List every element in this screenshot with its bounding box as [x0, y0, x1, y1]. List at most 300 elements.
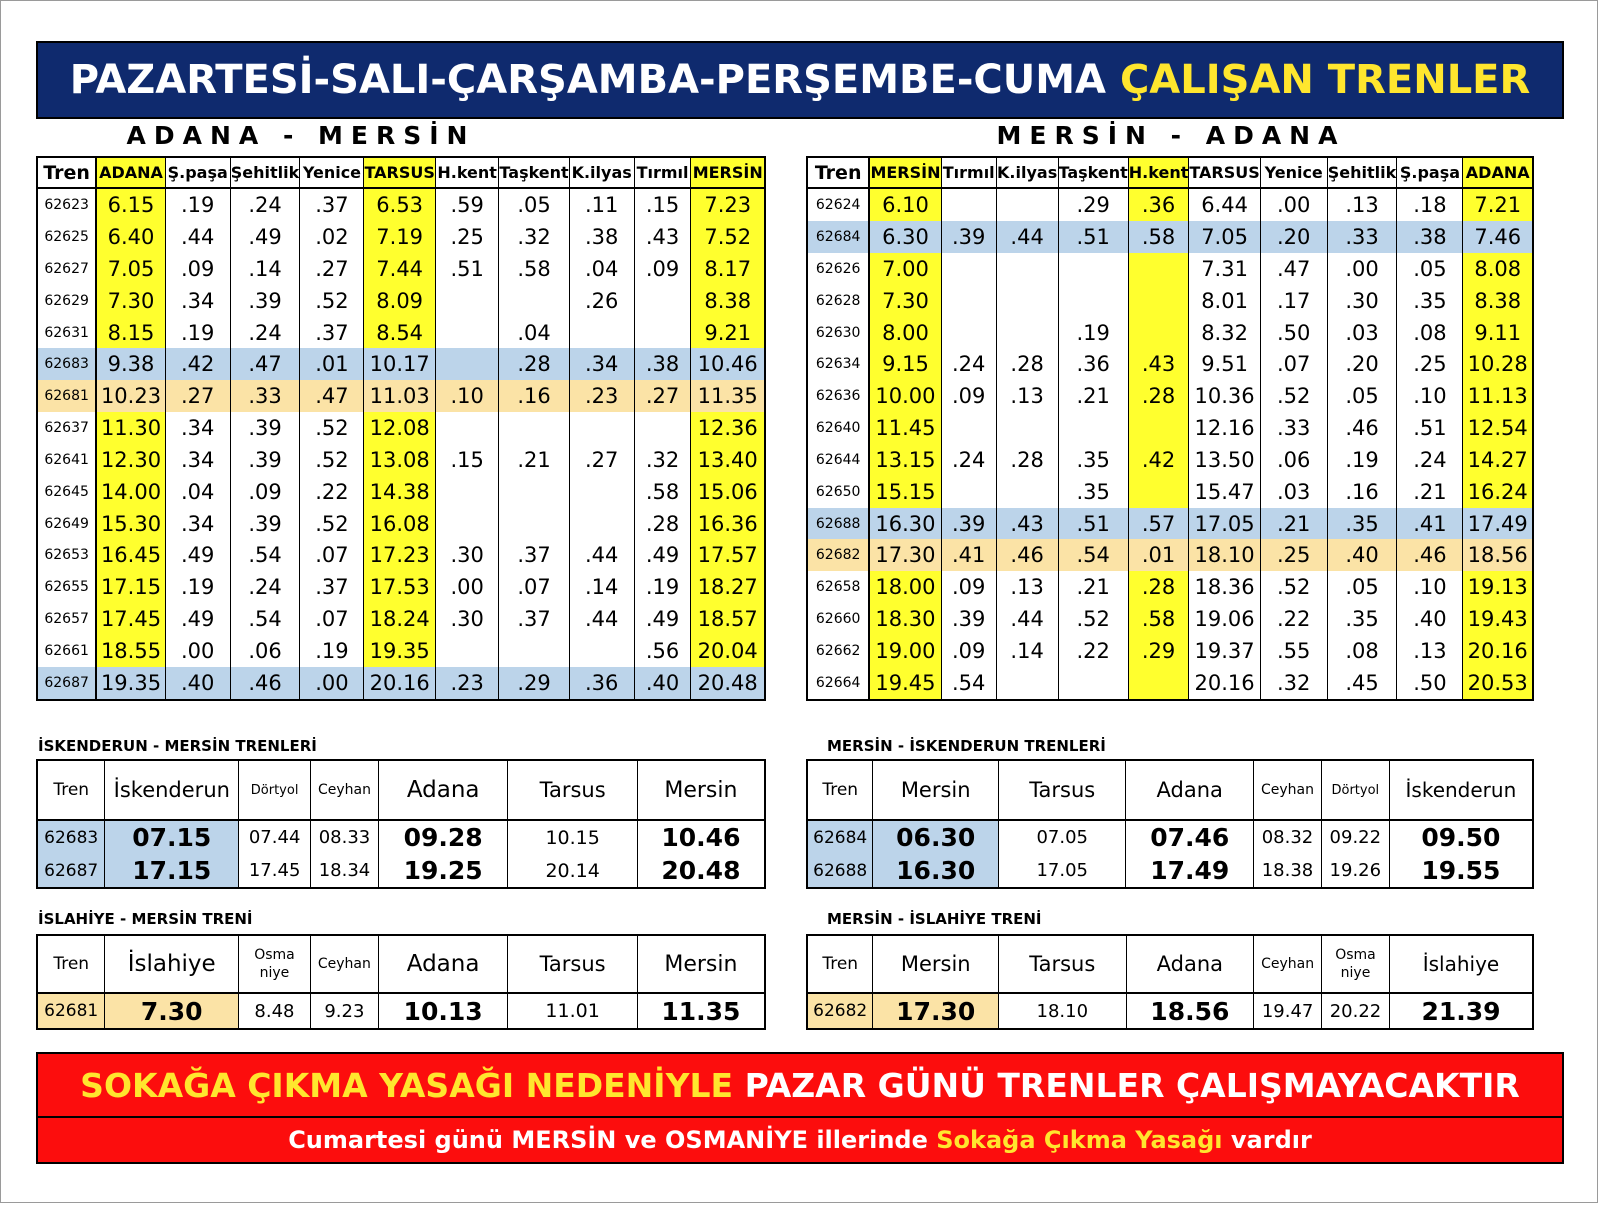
ma-time-cell: .44	[996, 603, 1058, 635]
ma-time-cell: .21	[1397, 476, 1463, 508]
am-time-cell: 10.46	[691, 348, 765, 380]
title-banner	[36, 41, 1564, 119]
am-time-cell: .44	[569, 603, 634, 635]
am-time-cell: 17.53	[364, 571, 435, 603]
mis-time-cell: 17.05	[999, 854, 1126, 888]
mis-header-cell: İskenderun	[1389, 760, 1533, 820]
ma-header-cell: Taşkent	[1058, 157, 1128, 188]
am-row	[37, 380, 765, 412]
am-time-cell: 17.45	[96, 603, 165, 635]
ma-time-cell: 16.30	[869, 508, 941, 540]
ma-time-cell: .43	[996, 508, 1058, 540]
mis-header-cell: Mersin	[873, 760, 999, 820]
ma-header-cell: ADANA	[1463, 157, 1533, 188]
ma-time-cell: .41	[941, 539, 996, 571]
msl-time-cell: 19.47	[1254, 993, 1322, 1029]
ma-train-number: 62658	[807, 571, 869, 603]
am-time-cell: .23	[435, 667, 499, 700]
ma-time-cell: .41	[1397, 508, 1463, 540]
am-time-cell: .34	[165, 412, 230, 444]
am-time-cell: .34	[165, 444, 230, 476]
am-header-cell: Tırmıl	[634, 157, 691, 188]
am-header-cell: Şehitlik	[230, 157, 300, 188]
am-time-cell	[499, 508, 569, 540]
slm-time-cell: 11.01	[508, 993, 637, 1029]
ma-time-cell: 7.00	[869, 253, 941, 285]
ma-time-cell: 11.13	[1463, 380, 1533, 412]
am-time-cell: .07	[300, 603, 364, 635]
am-time-cell: 8.15	[96, 317, 165, 349]
ma-time-cell: .03	[1260, 476, 1327, 508]
am-header-cell: Tren	[37, 157, 96, 188]
am-train-number: 62637	[37, 412, 96, 444]
ma-time-cell: 18.36	[1189, 571, 1260, 603]
am-time-cell: .43	[634, 221, 691, 253]
adana-mersin-title: ADANA - MERSİN	[126, 121, 476, 150]
ma-time-cell	[996, 253, 1058, 285]
ma-time-cell: .51	[1397, 412, 1463, 444]
msl-header-cell: Ceyhan	[1254, 935, 1322, 993]
ism-time-cell: 18.34	[311, 854, 379, 888]
mis-header-row	[807, 760, 1533, 820]
am-time-cell	[499, 476, 569, 508]
ma-train-number: 62640	[807, 412, 869, 444]
am-time-cell	[569, 317, 634, 349]
am-train-number: 62645	[37, 476, 96, 508]
ma-time-cell: .22	[1058, 635, 1128, 667]
am-row	[37, 221, 765, 253]
slm-time-cell: 9.23	[310, 993, 378, 1029]
mis-time-cell: 07.05	[999, 820, 1126, 854]
ism-header-cell: Dörtyol	[239, 760, 311, 820]
am-header-cell: H.kent	[435, 157, 499, 188]
am-time-cell: 18.24	[364, 603, 435, 635]
am-time-cell: 12.08	[364, 412, 435, 444]
am-header-cell: Ş.paşa	[165, 157, 230, 188]
ma-time-cell: .39	[941, 603, 996, 635]
am-row	[37, 444, 765, 476]
ma-time-cell	[941, 285, 996, 317]
ma-time-cell: .36	[1128, 188, 1189, 221]
ma-time-cell: 8.38	[1463, 285, 1533, 317]
am-time-cell: 20.04	[691, 635, 765, 667]
ma-time-cell: .08	[1327, 635, 1397, 667]
ma-time-cell: .13	[996, 380, 1058, 412]
ma-time-cell: .00	[1327, 253, 1397, 285]
ma-time-cell: .20	[1260, 221, 1327, 253]
am-time-cell: .38	[634, 348, 691, 380]
ma-time-cell	[941, 188, 996, 221]
am-time-cell	[435, 476, 499, 508]
am-time-cell: 7.52	[691, 221, 765, 253]
ma-time-cell: 20.16	[1463, 635, 1533, 667]
msl-header-cell: Tren	[807, 935, 873, 993]
am-time-cell: .47	[230, 348, 300, 380]
ma-time-cell: .00	[1260, 188, 1327, 221]
am-time-cell: .34	[165, 508, 230, 540]
ma-time-cell	[996, 667, 1058, 700]
ma-time-cell: .13	[1327, 188, 1397, 221]
ma-time-cell: .03	[1327, 317, 1397, 349]
ma-time-cell: 18.00	[869, 571, 941, 603]
am-time-cell: .40	[634, 667, 691, 700]
notice-line2-b: Sokağa Çıkma Yasağı	[936, 1126, 1223, 1154]
ism-time-cell: 07.15	[105, 820, 239, 854]
ma-time-cell: 17.05	[1189, 508, 1260, 540]
am-train-number: 62681	[37, 380, 96, 412]
am-time-cell: .32	[634, 444, 691, 476]
am-time-cell	[435, 317, 499, 349]
ism-header-cell: İskenderun	[105, 760, 239, 820]
ma-time-cell: .24	[1397, 444, 1463, 476]
am-row	[37, 476, 765, 508]
am-time-cell: .39	[230, 412, 300, 444]
ma-time-cell: 18.30	[869, 603, 941, 635]
ma-time-cell: .30	[1327, 285, 1397, 317]
ma-row	[807, 317, 1533, 349]
ma-row	[807, 285, 1533, 317]
ma-time-cell: 19.37	[1189, 635, 1260, 667]
am-time-cell: .24	[230, 571, 300, 603]
am-time-cell: 10.23	[96, 380, 165, 412]
am-time-cell: .09	[165, 253, 230, 285]
am-time-cell: .34	[165, 285, 230, 317]
am-time-cell: .19	[634, 571, 691, 603]
mis-header-cell: Dörtyol	[1321, 760, 1389, 820]
ma-time-cell: 9.15	[869, 348, 941, 380]
ma-time-cell	[941, 412, 996, 444]
ma-time-cell: .09	[941, 571, 996, 603]
am-row	[37, 412, 765, 444]
ma-time-cell: .33	[1260, 412, 1327, 444]
ism-time-cell: 20.14	[508, 854, 637, 888]
ma-time-cell: .38	[1397, 221, 1463, 253]
ma-row	[807, 571, 1533, 603]
ma-train-number: 62688	[807, 508, 869, 540]
am-time-cell: .54	[230, 603, 300, 635]
am-time-cell: .23	[569, 380, 634, 412]
msl-header-cell: Mersin	[873, 935, 999, 993]
am-time-cell: .15	[634, 188, 691, 221]
am-time-cell: 17.15	[96, 571, 165, 603]
ma-header-cell: Tırmıl	[941, 157, 996, 188]
am-time-cell: 18.55	[96, 635, 165, 667]
msl-header-cell: Adana	[1126, 935, 1254, 993]
ma-header-cell: Ş.paşa	[1397, 157, 1463, 188]
am-time-cell: .02	[300, 221, 364, 253]
ma-time-cell	[996, 188, 1058, 221]
am-time-cell: .22	[300, 476, 364, 508]
ma-time-cell	[1128, 285, 1189, 317]
am-time-cell: .51	[435, 253, 499, 285]
banner-title: ÇALIŞAN TRENLER	[1119, 57, 1531, 103]
islahiye-mersin-table	[36, 934, 766, 1030]
mis-time-cell: 08.32	[1254, 820, 1322, 854]
ma-time-cell	[1058, 285, 1128, 317]
am-time-cell: .54	[230, 539, 300, 571]
ma-header-cell: K.ilyas	[996, 157, 1058, 188]
ma-train-number: 62644	[807, 444, 869, 476]
am-time-cell: .27	[569, 444, 634, 476]
am-header-cell: Taşkent	[499, 157, 569, 188]
am-time-cell: .27	[165, 380, 230, 412]
am-time-cell: .00	[435, 571, 499, 603]
ma-time-cell: .10	[1397, 571, 1463, 603]
am-time-cell	[569, 635, 634, 667]
am-time-cell: .52	[300, 285, 364, 317]
ma-header-cell: Yenice	[1260, 157, 1327, 188]
ism-row	[37, 854, 765, 888]
ma-time-cell: 8.32	[1189, 317, 1260, 349]
am-time-cell	[569, 412, 634, 444]
slm-header-cell: Tren	[37, 935, 105, 993]
am-header-row	[37, 157, 765, 188]
am-time-cell: .34	[569, 348, 634, 380]
ma-time-cell: .52	[1260, 571, 1327, 603]
ma-time-cell: .35	[1058, 444, 1128, 476]
ma-time-cell: .21	[1058, 380, 1128, 412]
ma-row	[807, 221, 1533, 253]
am-time-cell: .37	[300, 188, 364, 221]
am-time-cell: .49	[634, 603, 691, 635]
am-time-cell: 9.21	[691, 317, 765, 349]
ma-time-cell: .01	[1128, 539, 1189, 571]
am-time-cell: .58	[634, 476, 691, 508]
ma-time-cell: .28	[996, 348, 1058, 380]
msl-time-cell: 18.56	[1126, 993, 1254, 1029]
ma-train-number: 62684	[807, 221, 869, 253]
ma-header-cell: Şehitlik	[1327, 157, 1397, 188]
ma-time-cell: .35	[1327, 508, 1397, 540]
ma-time-cell: .09	[941, 380, 996, 412]
ma-time-cell: 15.47	[1189, 476, 1260, 508]
ma-train-number: 62650	[807, 476, 869, 508]
am-time-cell: .27	[300, 253, 364, 285]
ism-time-cell: 20.48	[637, 854, 765, 888]
am-time-cell: .52	[300, 444, 364, 476]
adana-mersin-table	[36, 156, 766, 701]
am-time-cell: .10	[435, 380, 499, 412]
am-time-cell: 7.44	[364, 253, 435, 285]
ma-time-cell: .46	[1327, 412, 1397, 444]
am-time-cell: 16.36	[691, 508, 765, 540]
ma-time-cell: 13.50	[1189, 444, 1260, 476]
am-time-cell: 8.54	[364, 317, 435, 349]
ism-time-cell: 10.46	[637, 820, 765, 854]
ma-time-cell: .25	[1397, 348, 1463, 380]
am-time-cell: 18.57	[691, 603, 765, 635]
ism-time-cell: 07.44	[239, 820, 311, 854]
am-time-cell	[499, 412, 569, 444]
am-time-cell: 20.16	[364, 667, 435, 700]
am-time-cell: .24	[230, 317, 300, 349]
ma-time-cell: .33	[1327, 221, 1397, 253]
ma-time-cell: .24	[941, 444, 996, 476]
am-time-cell	[435, 635, 499, 667]
ma-time-cell: 19.13	[1463, 571, 1533, 603]
ma-time-cell: .40	[1397, 603, 1463, 635]
slm-train-number: 62681	[37, 993, 105, 1029]
am-time-cell: .56	[634, 635, 691, 667]
ism-time-cell: 09.28	[378, 820, 508, 854]
am-time-cell: .47	[300, 380, 364, 412]
ma-time-cell: .39	[941, 221, 996, 253]
am-time-cell: .39	[230, 508, 300, 540]
ma-row	[807, 508, 1533, 540]
msl-time-cell: 21.39	[1389, 993, 1533, 1029]
slm-header-cell: Mersin	[637, 935, 765, 993]
am-header-cell: Yenice	[300, 157, 364, 188]
ma-time-cell: .46	[996, 539, 1058, 571]
ma-time-cell: 13.15	[869, 444, 941, 476]
ma-time-cell: .29	[1058, 188, 1128, 221]
ma-time-cell	[1058, 412, 1128, 444]
am-train-number: 62687	[37, 667, 96, 700]
ma-time-cell: 6.44	[1189, 188, 1260, 221]
am-time-cell: .21	[499, 444, 569, 476]
am-time-cell: .09	[634, 253, 691, 285]
am-row	[37, 188, 765, 221]
ma-row	[807, 188, 1533, 221]
am-time-cell: .09	[230, 476, 300, 508]
ma-time-cell: .58	[1128, 221, 1189, 253]
am-row	[37, 539, 765, 571]
am-time-cell: .25	[435, 221, 499, 253]
ma-time-cell: 8.08	[1463, 253, 1533, 285]
slm-time-cell: 11.35	[637, 993, 765, 1029]
am-time-cell: 7.05	[96, 253, 165, 285]
mersin-islahiye-title: MERSİN - İSLAHİYE TRENİ	[827, 910, 1042, 928]
ma-row	[807, 603, 1533, 635]
ma-time-cell: .09	[941, 635, 996, 667]
am-time-cell: .26	[569, 285, 634, 317]
ma-time-cell: .16	[1327, 476, 1397, 508]
ma-time-cell: .42	[1128, 444, 1189, 476]
ma-time-cell: .51	[1058, 221, 1128, 253]
am-time-cell	[634, 412, 691, 444]
am-train-number: 62655	[37, 571, 96, 603]
am-row	[37, 603, 765, 635]
am-time-cell: .19	[165, 188, 230, 221]
ma-time-cell: .05	[1397, 253, 1463, 285]
am-time-cell	[569, 508, 634, 540]
ma-time-cell: .19	[1058, 317, 1128, 349]
am-time-cell: .30	[435, 603, 499, 635]
ma-time-cell: 15.15	[869, 476, 941, 508]
mis-time-cell: 09.50	[1389, 820, 1533, 854]
am-row	[37, 571, 765, 603]
am-row	[37, 635, 765, 667]
ism-header-cell: Ceyhan	[311, 760, 379, 820]
ma-time-cell: .51	[1058, 508, 1128, 540]
am-time-cell: .04	[499, 317, 569, 349]
am-time-cell: .37	[499, 539, 569, 571]
ma-time-cell: 16.24	[1463, 476, 1533, 508]
am-time-cell	[499, 285, 569, 317]
am-time-cell: .40	[165, 667, 230, 700]
ma-time-cell: .13	[996, 571, 1058, 603]
am-time-cell: .39	[230, 444, 300, 476]
am-time-cell: 18.27	[691, 571, 765, 603]
ma-train-number: 62628	[807, 285, 869, 317]
ma-time-cell	[996, 412, 1058, 444]
ma-time-cell: 7.05	[1189, 221, 1260, 253]
ma-train-number: 62634	[807, 348, 869, 380]
msl-header-cell: Tarsus	[999, 935, 1127, 993]
mis-time-cell: 06.30	[873, 820, 999, 854]
ma-train-number: 62682	[807, 539, 869, 571]
slm-header-cell: İslahiye	[105, 935, 239, 993]
mersin-islahiye-table	[806, 934, 1534, 1030]
ma-time-cell: .47	[1260, 253, 1327, 285]
mis-time-cell: 16.30	[873, 854, 999, 888]
slm-time-cell: 8.48	[239, 993, 311, 1029]
slm-header-row	[37, 935, 765, 993]
ma-time-cell	[1128, 317, 1189, 349]
mis-row	[807, 854, 1533, 888]
slm-header-cell: Adana	[378, 935, 508, 993]
am-time-cell: .04	[569, 253, 634, 285]
ism-header-cell: Tren	[37, 760, 105, 820]
ma-time-cell: .29	[1128, 635, 1189, 667]
am-time-cell: .59	[435, 188, 499, 221]
am-row	[37, 317, 765, 349]
am-time-cell: .19	[165, 317, 230, 349]
am-time-cell: 9.38	[96, 348, 165, 380]
mis-time-cell: 18.38	[1254, 854, 1322, 888]
notice-banner	[36, 1052, 1564, 1118]
slm-row	[37, 993, 765, 1029]
mis-header-cell: Tarsus	[999, 760, 1126, 820]
ma-train-number: 62630	[807, 317, 869, 349]
ma-time-cell: .52	[1058, 603, 1128, 635]
ma-time-cell	[1058, 253, 1128, 285]
am-time-cell: .52	[300, 508, 364, 540]
ma-time-cell: .58	[1128, 603, 1189, 635]
am-train-number: 62625	[37, 221, 96, 253]
ma-time-cell: 12.54	[1463, 412, 1533, 444]
msl-row	[807, 993, 1533, 1029]
am-time-cell: 8.09	[364, 285, 435, 317]
am-time-cell: 19.35	[364, 635, 435, 667]
am-time-cell: .44	[569, 539, 634, 571]
am-time-cell: .39	[230, 285, 300, 317]
am-time-cell: .29	[499, 667, 569, 700]
ma-train-number: 62636	[807, 380, 869, 412]
am-train-number: 62661	[37, 635, 96, 667]
banner-days: PAZARTESİ-SALI-ÇARŞAMBA-PERŞEMBE-CUMA	[69, 57, 1107, 103]
am-time-cell: 13.40	[691, 444, 765, 476]
ma-time-cell: .57	[1128, 508, 1189, 540]
am-time-cell: 11.35	[691, 380, 765, 412]
ma-time-cell: .32	[1260, 667, 1327, 700]
ma-time-cell	[1128, 667, 1189, 700]
ma-row	[807, 539, 1533, 571]
ma-time-cell: .22	[1260, 603, 1327, 635]
ma-time-cell: .07	[1260, 348, 1327, 380]
ma-time-cell: 7.30	[869, 285, 941, 317]
ma-header-row	[807, 157, 1533, 188]
ma-time-cell: .54	[1058, 539, 1128, 571]
am-time-cell: 17.57	[691, 539, 765, 571]
am-time-cell: .01	[300, 348, 364, 380]
mis-train-number: 62684	[807, 820, 873, 854]
ma-time-cell	[1128, 253, 1189, 285]
am-train-number: 62641	[37, 444, 96, 476]
ma-time-cell: .20	[1327, 348, 1397, 380]
ma-time-cell: .28	[1128, 380, 1189, 412]
am-time-cell: .42	[165, 348, 230, 380]
